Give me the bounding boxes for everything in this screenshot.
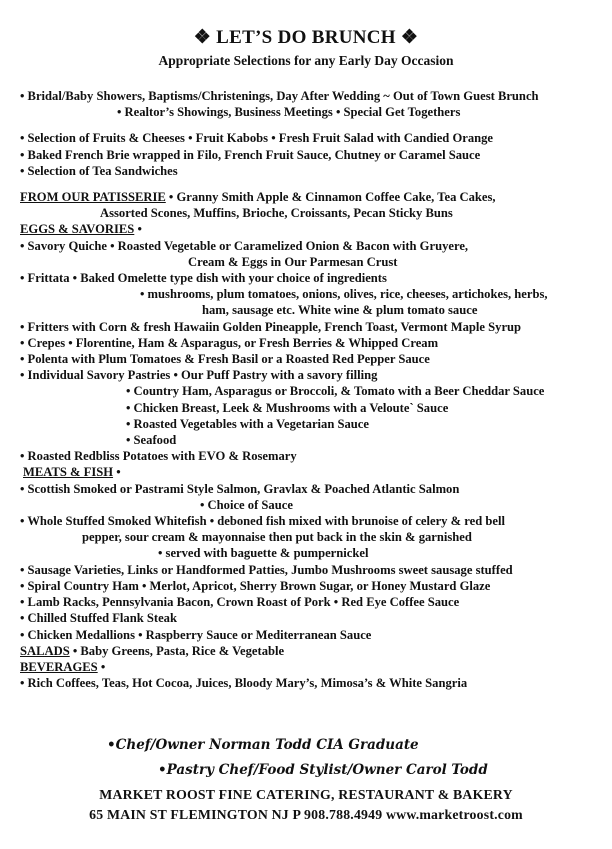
eggs-section-heading: [20, 221, 600, 237]
salads-section: [20, 643, 600, 659]
menu-item: • Roasted Redbliss Potatoes with EVO & Rosemary: [20, 449, 297, 464]
menu-item: • Polenta with Plum Tomatoes & Fresh Basil or a Roasted Red Pepper Sauce: [20, 352, 430, 367]
meats-heading: MEATS & FISH: [23, 465, 114, 480]
menu-item-detail: • Choice of Sauce: [200, 497, 293, 512]
eggs-heading: EGGS & SAVORIES: [20, 222, 135, 237]
company-name: MARKET ROOST FINE CATERING, RESTAURANT & BAKERY: [99, 787, 513, 802]
beverages-text: • Rich Coffees, Teas, Hot Cocoa, Juices, Bloody Mary’s, Mimosa’s & White Sangria: [20, 676, 468, 691]
patisserie-text: Assorted Scones, Muffins, Brioche, Croissants, Pecan Sticky Buns: [100, 206, 453, 221]
menu-item-detail: • served with baguette & pumpernickel: [158, 546, 369, 561]
menu-item-detail: • Country Ham, Asparagus or Broccoli, & Tomato with a Beer Cheddar Sauce: [126, 384, 545, 399]
menu-item: • Crepes • Florentine, Ham & Asparagus, or Fresh Berries & Whipped Cream: [20, 335, 439, 350]
starter-item: • Baked French Brie wrapped in Filo, French Fruit Sauce, Chutney or Caramel Sauce: [20, 147, 481, 162]
patisserie-text: • Granny Smith Apple & Cinnamon Coffee Cake, Tea Cakes,: [165, 190, 496, 205]
page-subtitle: Appropriate Selections for any Early Day Occasion: [158, 53, 454, 68]
menu-item: • Whole Stuffed Smoked Whitefish • deboned fish mixed with brunoise of celery & red bell: [20, 514, 505, 529]
patisserie-heading: FROM OUR PATISSERIE: [20, 190, 166, 205]
chef-signature: •Chef/Owner Norman Todd CIA Graduate: [107, 737, 419, 753]
pastry-chef-signature: •Pastry Chef/Food Stylist/Owner Carol Todd: [158, 762, 488, 778]
page-title: ❖ LET’S DO BRUNCH ❖: [193, 27, 419, 48]
menu-item-detail: pepper, sour cream & mayonnaise then put back in the skin & garnished: [82, 530, 472, 545]
menu-item: • Frittata • Baked Omelette type dish with your choice of ingredients: [20, 271, 387, 286]
salads-text: • Baby Greens, Pasta, Rice & Vegetable: [69, 643, 285, 658]
menu-body: [20, 88, 600, 691]
salads-heading: SALADS: [20, 643, 70, 658]
menu-item-detail: Cream & Eggs in Our Parmesan Crust: [188, 254, 398, 269]
menu-item-detail: • Roasted Vegetables with a Vegetarian Sauce: [126, 416, 369, 431]
menu-item-detail: • Seafood: [126, 433, 177, 448]
menu-item: • Individual Savory Pastries • Our Puff Pastry with a savory filling: [20, 368, 378, 383]
meats-section-heading: [20, 464, 600, 480]
menu-item: • Sausage Varieties, Links or Handformed Patties, Jumbo Mushrooms sweet sausage stuffed: [20, 562, 513, 577]
occasions-line: • Bridal/Baby Showers, Baptisms/Christenings, Day After Wedding ~ Out of Town Guest Brunch: [20, 89, 539, 103]
menu-item: • Fritters with Corn & fresh Hawaiin Golden Pineapple, French Toast, Vermont Maple Syrup: [20, 319, 522, 334]
occasions-line: • Realtor’s Showings, Business Meetings • Special Get Togethers: [117, 105, 461, 120]
beverages-heading: BEVERAGES: [20, 659, 98, 674]
starter-item: • Selection of Tea Sandwiches: [20, 163, 178, 178]
company-contact: 65 MAIN ST FLEMINGTON NJ P 908.788.4949 www.marketroost.com: [89, 807, 523, 822]
menu-item-detail: • mushrooms, plum tomatoes, onions, olives, rice, cheeses, artichokes, herbs,: [140, 287, 548, 302]
heading-bullet: •: [113, 465, 121, 480]
menu-item: • Lamb Racks, Pennsylvania Bacon, Crown Roast of Pork • Red Eye Coffee Sauce: [20, 595, 460, 610]
menu-item: • Savory Quiche • Roasted Vegetable or Caramelized Onion & Bacon with Gruyere,: [20, 238, 469, 253]
menu-item: • Spiral Country Ham • Merlot, Apricot, Sherry Brown Sugar, or Honey Mustard Glaze: [20, 578, 491, 593]
starter-item: • Selection of Fruits & Cheeses • Fruit Kabobs • Fresh Fruit Salad with Candied Orange: [20, 131, 494, 146]
patisserie-section: [20, 189, 600, 205]
heading-bullet: •: [97, 659, 106, 674]
heading-bullet: •: [134, 222, 142, 237]
beverages-section-heading: [20, 659, 600, 675]
menu-item-detail: ham, sausage etc. White wine & plum tomato sauce: [202, 303, 478, 318]
menu-item-detail: • Chicken Breast, Leek & Mushrooms with a Veloute` Sauce: [126, 400, 449, 415]
menu-item: • Scottish Smoked or Pastrami Style Salmon, Gravlax & Poached Atlantic Salmon: [20, 481, 460, 496]
menu-item: • Chilled Stuffed Flank Steak: [20, 611, 177, 626]
menu-item: • Chicken Medallions • Raspberry Sauce or Mediterranean Sauce: [20, 627, 372, 642]
